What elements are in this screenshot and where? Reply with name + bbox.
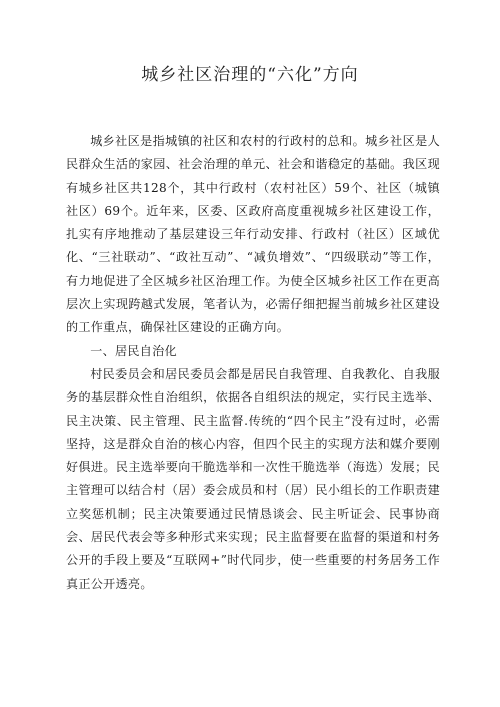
section-heading-1: 一、居民自治化 <box>90 343 177 358</box>
section-paragraph-1: 村民委员会和居民委员会都是居民自我管理、自我教化、自我服务的基层群众性自治组织，依据各自组织法的规定，实行民主选举、民主决策、民主管理、民主监督.传统的“四个民主”没有过时，必需坚持，这是群众自治的核心内容，但四个民主的实现方法和媒介要刚好俱进。民主选举要向干脆选举和一次性干脆选举（海选）发展；民主管理可以结合村（居）委会成员和村（居）民小组长的工作职责建立奖惩机制；民主决策要通过民情恳谈会、民主听证会、民事协商会、居民代表会等多种形式来实现；民主监督要在监督的渠道和村务公开的手段上要及“互联网+”时代同步，使一些重要的村务居务工作真正公开透亮。 <box>66 366 440 591</box>
intro-paragraph: 城乡社区是指城镇的社区和农村的行政村的总和。城乡社区是人民群众生活的家园、社会治理的单元、社会和谐稳定的基础。我区现有城乡社区共128个，其中行政村（农村社区）59个、社区（城镇社区）69个。近年来，区委、区政府高度重视城乡社区建设工作，扎实有序地推动了基层建设三年行动安排、行政村（社区）区域优化、“三社联动”、“政社互动”、“减负增效”、“四级联动”等工作，有力地促进了全区城乡社区治理工作。为使全区城乡社区工作在更高层次上实现跨越式发展，笔者认为，必需仔细把握当前城乡社区建设的工作重点，确保社区建设的正确方向。 <box>66 134 440 335</box>
document-body <box>66 130 440 596</box>
document-title: 城乡社区治理的“六化”方向 <box>141 65 359 85</box>
